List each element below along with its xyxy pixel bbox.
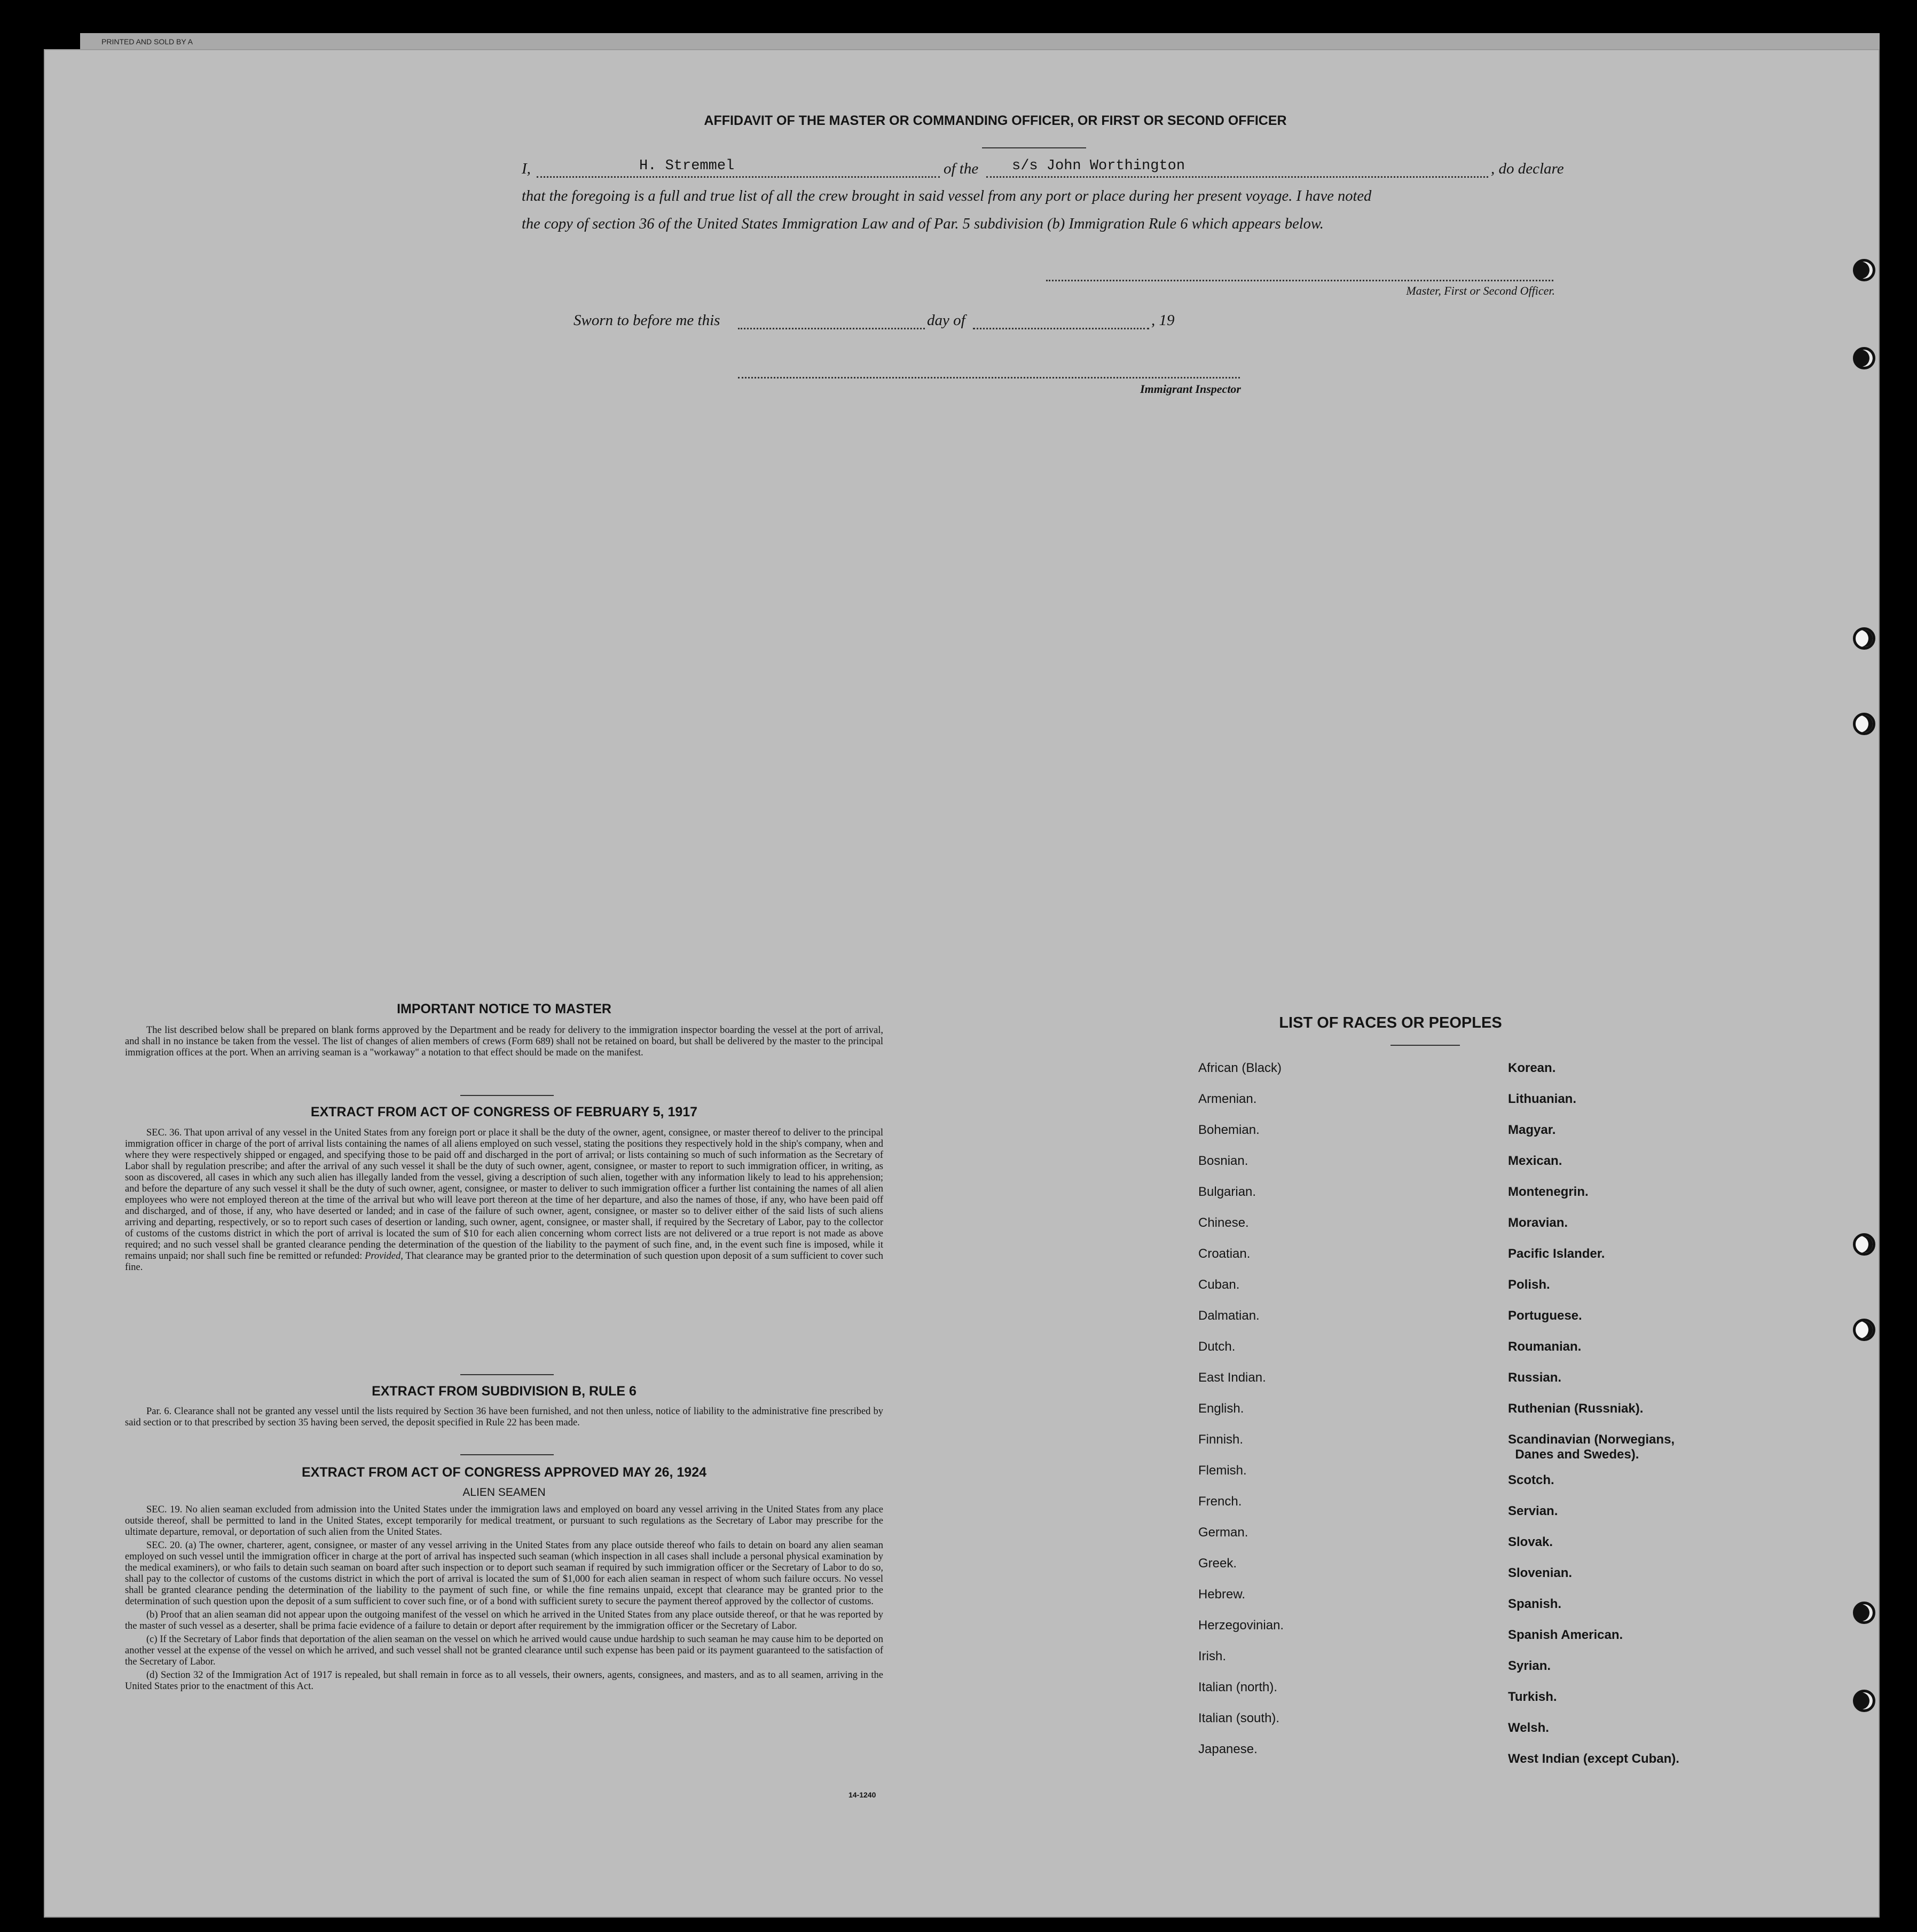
title-divider [982, 147, 1086, 148]
document-page [44, 49, 1880, 1918]
race-item: Flemish. [1198, 1463, 1247, 1478]
binder-hole [1853, 1690, 1875, 1712]
race-item: Roumanian. [1508, 1339, 1582, 1354]
race-item: Spanish. [1508, 1597, 1562, 1611]
form-number: 14-1240 [848, 1791, 876, 1799]
race-item: Syrian. [1508, 1659, 1551, 1673]
race-item: Dalmatian. [1198, 1308, 1260, 1323]
binder-hole [1853, 713, 1875, 735]
race-item: Bulgarian. [1198, 1185, 1256, 1199]
race-item: Hebrew. [1198, 1587, 1246, 1602]
binder-hole [1853, 1319, 1875, 1341]
sworn-label: Sworn to before me this [573, 312, 720, 329]
race-item: African (Black) [1198, 1061, 1282, 1075]
race-item: Turkish. [1508, 1690, 1557, 1704]
notice-text: The list described below shall be prepared on blank forms approved by the Department and be ready for delivery to the immigration inspector boarding the vessel at the port of arrival, and shall in no instance be taken from the vessel. The list of changes of alien members of crews (Form 689) shall not be retained on board, but shall be delivered by the master to the principal immigration offices at the port. When an arriving seaman is a "workaway" a notation to that effect should be made on the manifest. [125, 1025, 883, 1058]
binder-hole [1853, 1233, 1875, 1256]
race-item: Bohemian. [1198, 1123, 1260, 1137]
vessel-name: s/s John Worthington [1012, 158, 1185, 174]
race-item: Japanese. [1198, 1742, 1258, 1756]
race-item: Servian. [1508, 1504, 1558, 1518]
race-item: Greek. [1198, 1556, 1237, 1571]
race-item: Slovak. [1508, 1535, 1553, 1549]
affidavit-title: AFFIDAVIT OF THE MASTER OR COMMANDING OFFICER, OR FIRST OR SECOND OFFICER [704, 113, 1287, 128]
race-item: Moravian. [1508, 1216, 1568, 1230]
race-item: Bosnian. [1198, 1154, 1248, 1168]
year-label: , 19 [1151, 312, 1175, 329]
master-signature-label: Master, First or Second Officer. [1406, 284, 1555, 297]
race-item: Croatian. [1198, 1247, 1251, 1261]
race-item: Dutch. [1198, 1339, 1236, 1354]
affidavit-line-1 [522, 160, 1600, 182]
binder-hole [1853, 347, 1875, 369]
race-item: Spanish American. [1508, 1628, 1623, 1642]
race-item: Irish. [1198, 1649, 1227, 1663]
race-item: Finnish. [1198, 1432, 1244, 1447]
extract-1917-text: SEC. 36. That upon arrival of any vessel in the United States from any foreign port or place it shall be the duty of the owner, agent, consignee, or master thereof to deliver to the principal immigration officer in charge of the port of arrival lists containing the names of all aliens employed on such vessel, stating the positions they respectively hold in the ship's company, when and where they were respectively shipped or engaged, and specifying those to be paid off and discharged in the port of arrival; or lists containing so much of such information as the Secretary of Labor shall by regulation prescribe; and after the arrival of any such vessel it shall be the duty of such owner, agent, consignee, or master to report to such immigration officer, in writing, as soon as discovered, all cases in which any such alien has illegally landed from the vessel, giving a description of such alien, together with any information likely to lead to his apprehension; and before the departure of any such vessel it shall be the duty of such owner, agent, consignee, or master to deliver to such immigration officer a further list containing the names of all alien employees who were not employed thereon at the time of the arrival but who will leave port thereon at the time of her departure, and also the names of those, if any, who have been paid off and discharged, and of those, if any, who have deserted or landed; and in case of the failure of such owner, agent, consignee, or master so to deliver either of the said lists of such aliens arriving and departing, respectively, or so to report such cases of desertion or landing, such owner, agent, consignee, or master shall, if required by the Secretary of Labor, pay to the collector of customs of the customs district in which the port of arrival is located the sum of $10 for each alien concerning whom correct lists are not delivered or a true report is not made as above required; and no such vessel shall be granted clearance pending the determination of the question of the liability to the payment of such fine, and, in the event such fine is imposed, while it remains unpaid; nor shall such fine be remitted or refunded: Provided, That clearance may be granted prior to the determination of such question upon deposit of a sum sufficient to cover such fine. [125, 1127, 884, 1273]
binder-hole [1853, 627, 1875, 650]
extract-1924-title: EXTRACT FROM ACT OF CONGRESS APPROVED MAY 26, 1924 [301, 1465, 707, 1480]
race-item: Polish. [1508, 1278, 1550, 1292]
race-item: Montenegrin. [1508, 1185, 1589, 1199]
inspector-label: Immigrant Inspector [1140, 382, 1241, 396]
race-item: Mexican. [1508, 1154, 1562, 1168]
race-item: Ruthenian (Russniak). [1508, 1401, 1644, 1416]
sworn-line [573, 312, 1214, 333]
extract-1917-title: EXTRACT FROM ACT OF CONGRESS OF FEBRUARY 5, 1917 [310, 1105, 698, 1119]
day-of-label: day of [927, 312, 965, 329]
header-strip: PRINTED AND SOLD BY A [80, 33, 1880, 53]
extract-1924-subtitle: ALIEN SEAMEN [462, 1486, 546, 1499]
race-item: East Indian. [1198, 1370, 1266, 1385]
race-item: Cuban. [1198, 1278, 1240, 1292]
inspector-signature-line [738, 377, 1240, 378]
i-label: I, [522, 160, 531, 177]
race-item: Armenian. [1198, 1092, 1257, 1106]
extract-rule6-text: Par. 6. Clearance shall not be granted any vessel until the lists required by Section 36 have been furnished, and not then unless, notice of liability to the administrative fine prescribed by said section or to that prescribed by section 35 having been served, the deposit specified in Rule 22 has been made. [125, 1406, 883, 1428]
binder-hole [1853, 1602, 1875, 1624]
race-item: West Indian (except Cuban). [1508, 1752, 1679, 1766]
do-declare-label: , do declare [1491, 160, 1564, 177]
race-item: German. [1198, 1525, 1248, 1540]
affidavit-line-3: the copy of section 36 of the United States Immigration Law and of Par. 5 subdivision (b) Immigration Rule 6 which appears below. [522, 216, 1324, 232]
binder-hole [1853, 259, 1875, 281]
race-item: Portuguese. [1508, 1308, 1582, 1323]
race-item: Italian (south). [1198, 1711, 1280, 1725]
race-item: Lithuanian. [1508, 1092, 1576, 1106]
notice-title: IMPORTANT NOTICE TO MASTER [397, 1002, 611, 1016]
race-item: Italian (north). [1198, 1680, 1278, 1694]
race-item: Korean. [1508, 1061, 1556, 1075]
extract-1924-text: SEC. 19. No alien seaman excluded from admission into the United States under the immigration laws and employed on board any vessel arriving in the United States from any place outside thereof, shall be permitted to land in the United States, except temporarily for medical treatment, or pursuant to such regulations as the Secretary of Labor may prescribe for the ultimate departure, removal, or deportation of such alien from the United States. SEC. 20. (a) The owner, charterer, agent, consignee, or master of any vessel arriving in the United States from any place outside thereof who fails to detain on board any alien seaman employed on such vessel until the immigration officer in charge at the port of arrival has inspected such seaman (which inspection in all cases shall include a personal physical examination by the medical examiners), or who fails to detain such seaman on board after such inspection or to deport such seaman if required by such immigration officer or the Secretary of Labor to do so, shall pay to the collector of customs of the customs district in which the port of arrival is located the sum of $1,000 for each alien seaman in respect of whom such failure occurs. No vessel shall be granted clearance pending the determination of the liability to the payment of such fine, or while the fine remains unpaid, except that clearance may be granted prior to the determination of such question upon the deposit of a sum sufficient to cover such fine, or of a bond with sufficient surety to secure the payment thereof approved by the collector of customs. (b) Proof that an alien seaman did not appear upon the outgoing manifest of the vessel on which he arrived in the United States from any place outside thereof, or that he was reported by the master of such vessel as a deserter, shall be prima facie evidence of a failure to detain or deport after requirement by the immigration officer or the Secretary of Labor. (c) If the Secretary of Labor finds that deportation of the alien seaman on the vessel on which he arrived would cause undue hardship to such seaman he may cause him to be deported on another vessel at the expense of the vessel on which he arrived, and such vessel shall not be granted clearance until such expense has been paid or its payment guaranteed to the satisfaction of the Secretary of Labor. (d) Section 32 of the Immigration Act of 1917 is repealed, but shall remain in force as to all vessels, their owners, agents, consignees, and masters, and as to all seamen, arriving in the United States prior to the enactment of this Act. [125, 1504, 883, 1692]
extract-rule6-title: EXTRACT FROM SUBDIVISION B, RULE 6 [372, 1384, 637, 1399]
races-title: LIST OF RACES OR PEOPLES [1279, 1014, 1502, 1031]
race-item: French. [1198, 1494, 1242, 1509]
race-item: Scandinavian (Norwegians, Danes and Swedes). [1508, 1432, 1675, 1462]
race-item: Russian. [1508, 1370, 1562, 1385]
master-signature-line [1046, 280, 1553, 281]
race-item: Slovenian. [1508, 1566, 1573, 1580]
race-item: Pacific Islander. [1508, 1247, 1605, 1261]
affidavit-line-2: that the foregoing is a full and true list of all the crew brought in said vessel from any port or place during her present voyage. I have noted [522, 188, 1372, 204]
officer-name: H. Stremmel [639, 158, 735, 174]
race-item: English. [1198, 1401, 1244, 1416]
race-item: Welsh. [1508, 1721, 1549, 1735]
race-item: Herzegovinian. [1198, 1618, 1284, 1633]
race-item: Scotch. [1508, 1473, 1554, 1487]
race-item: Chinese. [1198, 1216, 1249, 1230]
of-the-label: of the [944, 160, 979, 177]
race-item: Magyar. [1508, 1123, 1556, 1137]
